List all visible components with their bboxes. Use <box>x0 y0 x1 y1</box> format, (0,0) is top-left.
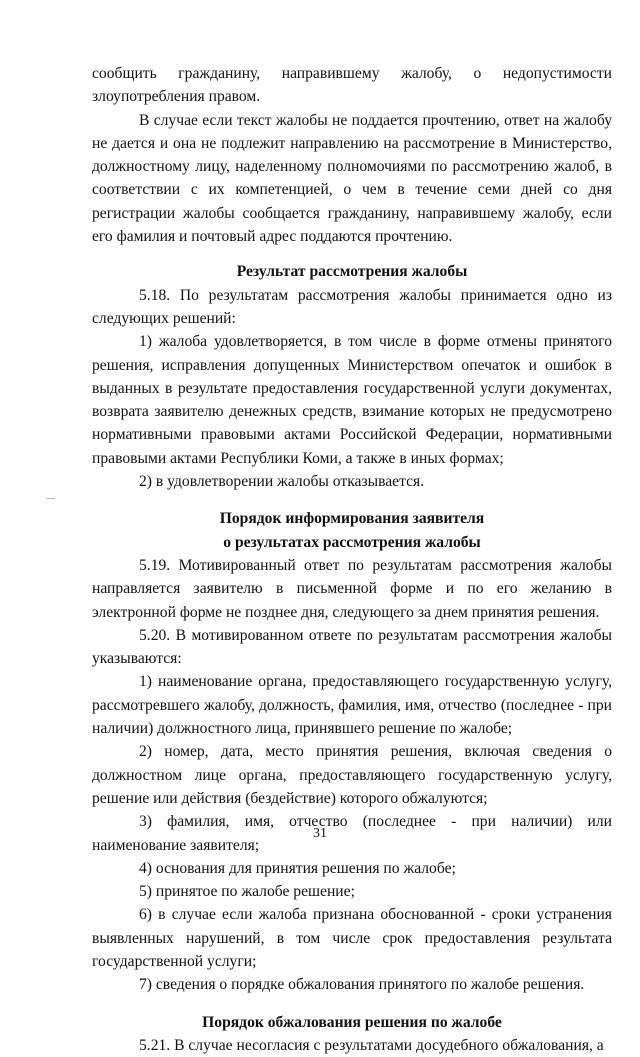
list-item-5-20-5: 5) принятое по жалобе решение; <box>139 883 355 901</box>
section-heading-informing-line2: о результатах рассмотрения жалобы <box>223 533 481 551</box>
paragraph-5-18: 5.18. По результатам рассмотрения жалобы принимается одно из следующих решений: <box>92 286 612 327</box>
page-number: 31 <box>313 826 327 841</box>
paragraph-5-20: 5.20. В мотивированном ответе по результатам рассмотрения жалобы указываются: <box>92 626 612 668</box>
list-item-5-20-7: 7) сведения о порядке обжалования принятого по жалобе решения. <box>139 976 585 994</box>
paragraph-5-21: 5.21. В случае несогласия с результатами досудебного обжалования, а <box>139 1036 604 1054</box>
paragraph-unreadable-complaint: В случае если текст жалобы не поддается прочтению, ответ на жалобу не дается и она не подлежит направлению на рассмотрение в Министерство, должностному лицу, наделенному полномочиями по рассмотрению жалоб, в соответствии с их компетенцией, о чем в течение семи дней со дня регистрации жалобы сообщается гражданину, направившему жалобу, если его фамилия и почтовый адрес поддаются прочтению. <box>92 111 612 246</box>
section-heading-informing-line1: Порядок информирования заявителя <box>219 510 485 528</box>
list-item-5-18-2: 2) в удовлетворении жалобы отказывается. <box>139 473 425 491</box>
document-body <box>92 62 612 1057</box>
list-item-5-20-4: 4) основания для принятия решения по жалобе; <box>139 859 456 877</box>
list-item-5-18-1: 1) жалоба удовлетворяется, в том числе в форме отмены принятого решения, исправления допущенных Министерством опечаток и ошибок в выданных в результате предоставления государственной услуги документах, возврата заявителю денежных средств, взимание которых не предусмотрено нормативными правовыми актами Российской Федерации, нормативными правовыми актами Республики Коми, а также в иных формах; <box>92 333 612 467</box>
list-item-5-20-1: 1) наименование органа, предоставляющего государственную услугу, рассмотревшего жалобу, должность, фамилия, имя, отчество (последнее - при наличии) должностного лица, принявшего решение по жалобе; <box>92 673 612 738</box>
margin-mark <box>46 498 55 499</box>
paragraph-continuation: сообщить гражданину, направившему жалобу, о недопустимости злоупотребления правом. <box>92 65 612 106</box>
list-item-5-20-3: 3) фамилия, имя, отчество (последнее - при наличии) или наименование заявителя; <box>92 813 612 854</box>
section-heading-result: Результат рассмотрения жалобы <box>236 263 468 281</box>
list-item-5-20-6: 6) в случае если жалоба признана обоснованной - сроки устранения выявленных нарушений, в том числе срок предоставления результата государственной услуги; <box>92 906 612 970</box>
list-item-5-20-2: 2) номер, дата, место принятия решения, включая сведения о должностном лице органа, предоставляющего государственную услугу, решение или действия (бездействие) которого обжалуются; <box>92 743 612 807</box>
paragraph-5-19: 5.19. Мотивированный ответ по результатам рассмотрения жалобы направляется заявителю в письменной форме и по его желанию в электронной форме не позднее дня, следующего за днем принятия решения. <box>92 556 612 621</box>
section-heading-appeal: Порядок обжалования решения по жалобе <box>202 1013 502 1031</box>
